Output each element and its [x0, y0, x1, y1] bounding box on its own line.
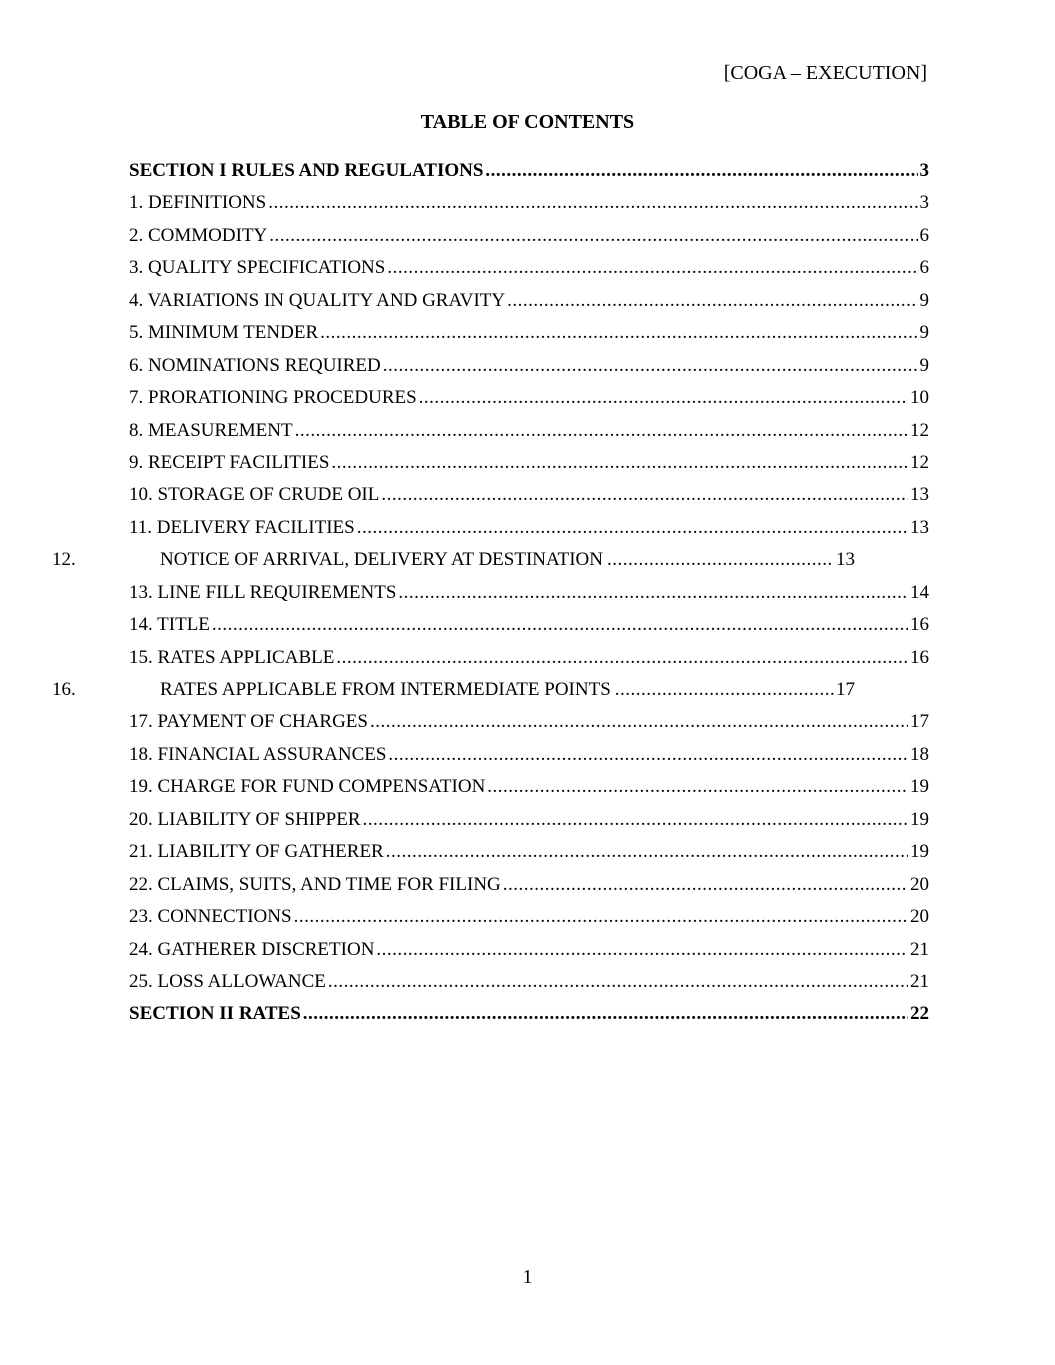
toc-entry-title[interactable]: [0, 609, 1055, 641]
toc-entry-page: 17: [910, 711, 929, 733]
toc-entry-notice-of-arrival[interactable]: [0, 544, 1055, 576]
toc-entry-section-2[interactable]: [0, 998, 1055, 1030]
toc-entry-label: 14. TITLE: [129, 614, 210, 636]
toc-entry-page: 20: [910, 873, 929, 895]
toc-entry-label: 5. MINIMUM TENDER: [129, 322, 319, 344]
toc-entry-label: 7. PRORATIONING PROCEDURES: [129, 387, 417, 409]
toc-leader-dots: [303, 998, 908, 1030]
toc-entry-page: 13: [910, 484, 929, 506]
toc-leader-dots: [388, 739, 908, 771]
toc-list: [0, 155, 1055, 1031]
toc-entry-financial-assurances[interactable]: [0, 739, 1055, 771]
toc-leader-dots: [386, 836, 908, 868]
toc-entry-page: 14: [910, 581, 929, 603]
toc-entry-line-fill[interactable]: [0, 577, 1055, 609]
toc-entry-receipt-facilities[interactable]: [0, 447, 1055, 479]
toc-entry-page: 9: [919, 289, 929, 311]
toc-leader-dots: [507, 285, 917, 317]
toc-entry-label: 8. MEASUREMENT: [129, 419, 293, 441]
toc-entry-label: 4. VARIATIONS IN QUALITY AND GRAVITY: [129, 289, 506, 311]
toc-leader-dots: [383, 350, 918, 382]
toc-entry-page: 18: [910, 743, 929, 765]
toc-entry-page: 10: [910, 387, 929, 409]
toc-leader-dots: [487, 771, 908, 803]
toc-title: TABLE OF CONTENTS: [420, 111, 635, 133]
toc-entry-page: 6: [919, 257, 929, 279]
toc-entry-fund-compensation[interactable]: [0, 771, 1055, 803]
toc-entry-label: 22. CLAIMS, SUITS, AND TIME FOR FILING: [129, 873, 501, 895]
toc-leader-dots: [370, 706, 908, 738]
toc-leader-dots: [294, 901, 908, 933]
toc-leader-dots: [269, 220, 917, 252]
toc-entry-page: 12: [910, 419, 929, 441]
page-number: 1: [522, 1266, 533, 1288]
toc-entry-payment-of-charges[interactable]: [0, 706, 1055, 738]
toc-entry-label: 18. FINANCIAL ASSURANCES: [129, 743, 387, 765]
toc-entry-page: 19: [910, 776, 929, 798]
toc-leader-dots: [295, 415, 908, 447]
toc-leader-dots: [363, 804, 908, 836]
document-header-label: [COGA – EXECUTION]: [723, 62, 927, 84]
toc-leader-dots: [381, 479, 908, 511]
toc-entry-label: 11. DELIVERY FACILITIES: [129, 516, 355, 538]
toc-entry-prorationing[interactable]: [0, 382, 1055, 414]
toc-entry-definitions[interactable]: [0, 187, 1055, 219]
toc-entry-label: 10. STORAGE OF CRUDE OIL: [129, 484, 380, 506]
toc-entry-label: 6. NOMINATIONS REQUIRED: [129, 354, 381, 376]
toc-leader-dots: [376, 934, 908, 966]
toc-entry-page: 20: [910, 906, 929, 928]
toc-leader-dots: [607, 544, 834, 576]
toc-leader-dots: [419, 382, 908, 414]
toc-entry-page: 9: [919, 354, 929, 376]
toc-entry-gatherer-discretion[interactable]: [0, 934, 1055, 966]
toc-entry-label: 13. LINE FILL REQUIREMENTS: [129, 581, 397, 603]
toc-entry-label: 9. RECEIPT FACILITIES: [129, 451, 330, 473]
toc-entry-page: 21: [910, 938, 929, 960]
toc-entry-connections[interactable]: [0, 901, 1055, 933]
toc-entry-page: 13: [836, 549, 855, 571]
toc-leader-dots: [398, 577, 908, 609]
toc-entry-section-1[interactable]: [0, 155, 1055, 187]
toc-entry-page: 21: [910, 970, 929, 992]
toc-entry-label: RATES APPLICABLE FROM INTERMEDIATE POINTS: [160, 679, 611, 700]
toc-entry-minimum-tender[interactable]: [0, 317, 1055, 349]
toc-leader-dots: [320, 317, 917, 349]
toc-entry-page: 22: [910, 1003, 929, 1025]
toc-entry-liability-of-shipper[interactable]: [0, 804, 1055, 836]
toc-leader-dots: [387, 252, 917, 284]
toc-entry-page: 16: [910, 646, 929, 668]
toc-leader-dots: [268, 187, 917, 219]
toc-entry-measurement[interactable]: [0, 415, 1055, 447]
toc-entry-liability-of-gatherer[interactable]: [0, 836, 1055, 868]
toc-leader-dots: [615, 674, 834, 706]
toc-entry-label: 19. CHARGE FOR FUND COMPENSATION: [129, 776, 486, 798]
toc-entry-page: 19: [910, 808, 929, 830]
toc-entry-variations[interactable]: [0, 285, 1055, 317]
toc-entry-page: 3: [919, 192, 929, 214]
toc-entry-page: 17: [836, 679, 855, 700]
toc-entry-label: 24. GATHERER DISCRETION: [129, 938, 375, 960]
toc-entry-claims[interactable]: [0, 869, 1055, 901]
toc-entry-label: SECTION I RULES AND REGULATIONS: [129, 160, 484, 181]
toc-leader-dots: [503, 869, 908, 901]
toc-entry-loss-allowance[interactable]: [0, 966, 1055, 998]
toc-entry-quality-specifications[interactable]: [0, 252, 1055, 284]
toc-leader-dots: [336, 642, 908, 674]
toc-entry-label: 23. CONNECTIONS: [129, 906, 292, 928]
toc-entry-label: 17. PAYMENT OF CHARGES: [129, 711, 368, 733]
toc-entry-page: 3: [919, 160, 929, 181]
toc-entry-page: 13: [910, 516, 929, 538]
toc-leader-dots: [485, 155, 917, 187]
toc-leader-dots: [357, 512, 908, 544]
toc-entry-number: 16.: [52, 679, 76, 700]
toc-entry-label: SECTION II RATES: [129, 1003, 301, 1025]
toc-entry-label: 20. LIABILITY OF SHIPPER: [129, 808, 361, 830]
toc-entry-number: 12.: [52, 549, 76, 571]
toc-entry-label: 25. LOSS ALLOWANCE: [129, 970, 326, 992]
toc-entry-page: 16: [910, 614, 929, 636]
toc-entry-label: 1. DEFINITIONS: [129, 192, 267, 214]
toc-entry-commodity[interactable]: [0, 220, 1055, 252]
toc-entry-label: NOTICE OF ARRIVAL, DELIVERY AT DESTINATION: [160, 549, 603, 571]
toc-leader-dots: [328, 966, 908, 998]
toc-entry-page: 19: [910, 841, 929, 863]
toc-entry-page: 6: [919, 224, 929, 246]
toc-entry-label: 2. COMMODITY: [129, 224, 268, 246]
toc-entry-rates-applicable[interactable]: [0, 642, 1055, 674]
toc-entry-nominations[interactable]: [0, 350, 1055, 382]
toc-leader-dots: [331, 447, 908, 479]
toc-entry-storage[interactable]: [0, 479, 1055, 511]
toc-entry-delivery-facilities[interactable]: [0, 512, 1055, 544]
toc-entry-page: 9: [919, 322, 929, 344]
toc-entry-rates-intermediate[interactable]: [0, 674, 1055, 706]
toc-entry-label: 3. QUALITY SPECIFICATIONS: [129, 257, 386, 279]
toc-entry-label: 21. LIABILITY OF GATHERER: [129, 841, 384, 863]
toc-entry-page: 12: [910, 451, 929, 473]
toc-leader-dots: [212, 609, 908, 641]
toc-entry-label: 15. RATES APPLICABLE: [129, 646, 335, 668]
